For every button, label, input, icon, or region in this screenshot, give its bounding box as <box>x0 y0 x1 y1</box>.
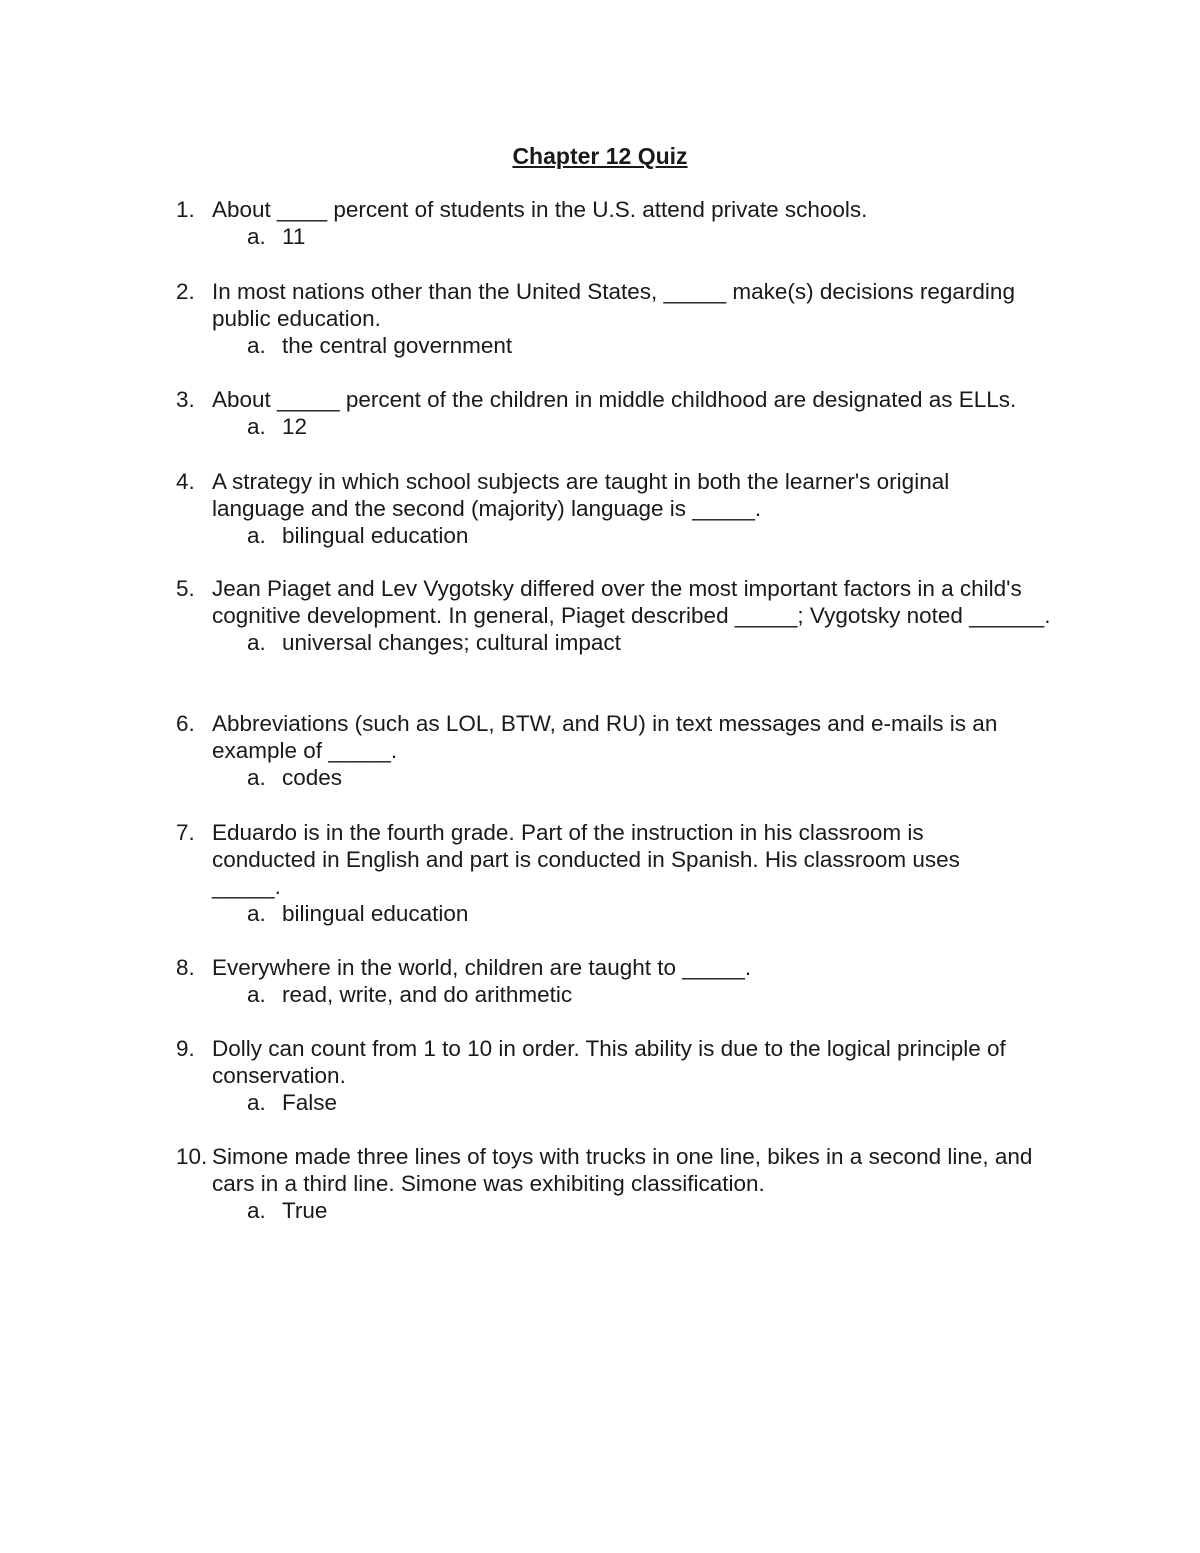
question-text: Simone made three lines of toys with trucks in one line, bikes in a second line, and cars in a third line. Simone was exhibiting classification. <box>212 1144 1033 1196</box>
question-text: A strategy in which school subjects are taught in both the learner's original language and the second (majority) language is _____. <box>212 469 950 521</box>
question-number: 2. <box>176 279 195 304</box>
answer-letter: a. <box>247 765 266 790</box>
answer-letter: a. <box>247 1198 266 1223</box>
question-1 <box>0 196 1200 250</box>
answer-text: bilingual education <box>282 901 469 926</box>
question-5 <box>0 575 1200 656</box>
answer-text: False <box>282 1090 338 1115</box>
question-text: Abbreviations (such as LOL, BTW, and RU) in text messages and e-mails is an example of _____. <box>212 711 998 763</box>
question-number: 8. <box>176 955 195 980</box>
answer-option <box>0 522 1200 549</box>
answer-text: universal changes; cultural impact <box>282 630 621 655</box>
question-number: 6. <box>176 711 195 736</box>
answer-option <box>0 764 1200 791</box>
question-text: Jean Piaget and Lev Vygotsky differed over the most important factors in a child's cognitive development. In general, Piaget described _____; Vygotsky noted ______. <box>212 576 1051 628</box>
answer-text: True <box>282 1198 328 1223</box>
question-text: In most nations other than the United States, _____ make(s) decisions regarding public education. <box>212 279 1015 331</box>
answer-option <box>0 413 1200 440</box>
question-number: 3. <box>176 387 195 412</box>
answer-option <box>0 981 1200 1008</box>
answer-option <box>0 1197 1200 1224</box>
answer-text: the central government <box>282 333 513 358</box>
answer-letter: a. <box>247 630 266 655</box>
question-text: About _____ percent of the children in middle childhood are designated as ELLs. <box>212 387 1017 412</box>
question-number: 1. <box>176 197 195 222</box>
question-text: Eduardo is in the fourth grade. Part of the instruction in his classroom is conducted in English and part is conducted in Spanish. His classroom uses _____. <box>212 820 960 899</box>
page-title: Chapter 12 Quiz <box>512 143 688 169</box>
question-8 <box>0 954 1200 1008</box>
question-text: About ____ percent of students in the U.S. attend private schools. <box>212 197 868 222</box>
answer-letter: a. <box>247 982 266 1007</box>
answer-option <box>0 223 1200 250</box>
answer-letter: a. <box>247 414 266 439</box>
answer-text: codes <box>282 765 343 790</box>
question-2 <box>0 278 1200 359</box>
answer-letter: a. <box>247 901 266 926</box>
question-10 <box>0 1143 1200 1224</box>
question-7 <box>0 819 1200 927</box>
question-text: Everywhere in the world, children are taught to _____. <box>212 955 752 980</box>
answer-option <box>0 1089 1200 1116</box>
answer-text: 12 <box>282 414 308 439</box>
answer-letter: a. <box>247 523 266 548</box>
question-number: 9. <box>176 1036 195 1061</box>
answer-text: 11 <box>282 224 306 249</box>
question-9 <box>0 1035 1200 1116</box>
question-number: 5. <box>176 576 195 601</box>
question-number: 7. <box>176 820 195 845</box>
question-number: 10. <box>176 1144 208 1169</box>
answer-text: read, write, and do arithmetic <box>282 982 573 1007</box>
answer-letter: a. <box>247 333 266 358</box>
answer-letter: a. <box>247 1090 266 1115</box>
answer-text: bilingual education <box>282 523 469 548</box>
answer-option <box>0 629 1200 656</box>
question-4 <box>0 468 1200 549</box>
question-text: Dolly can count from 1 to 10 in order. This ability is due to the logical principle of conservation. <box>212 1036 1006 1088</box>
question-6 <box>0 710 1200 791</box>
answer-letter: a. <box>247 224 266 249</box>
answer-option <box>0 332 1200 359</box>
question-3 <box>0 386 1200 440</box>
question-number: 4. <box>176 469 195 494</box>
answer-option <box>0 900 1200 927</box>
